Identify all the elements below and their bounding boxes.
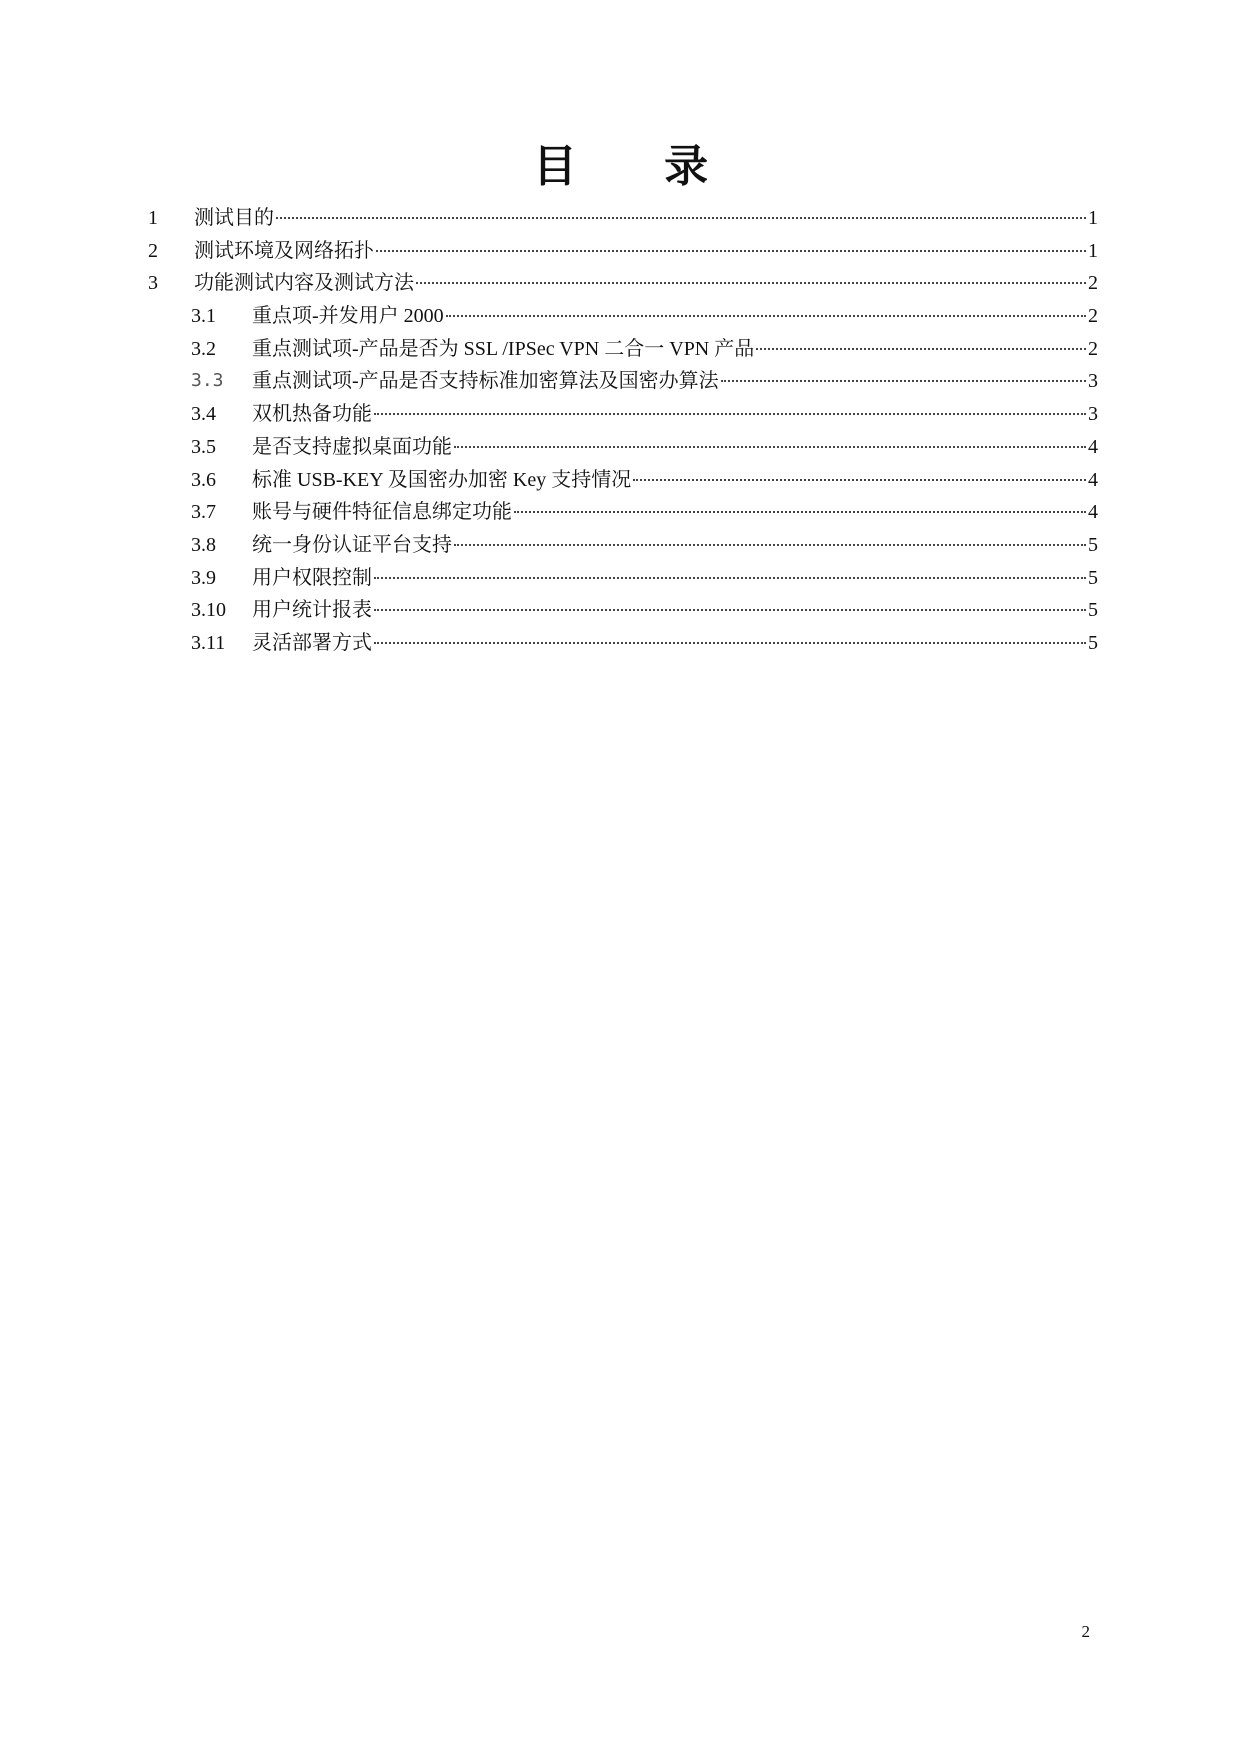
toc-entry-page: 4	[1088, 468, 1098, 491]
toc-entry[interactable]	[0, 398, 1241, 431]
toc-dot-leader	[374, 576, 1086, 579]
toc-entry-title: 用户统计报表	[252, 599, 372, 622]
toc-entry-number: 3.5	[191, 435, 216, 458]
toc-entry-line	[252, 594, 1098, 627]
toc-dot-leader	[454, 445, 1086, 448]
toc-dot-leader	[416, 281, 1086, 284]
toc-entry-page: 5	[1088, 631, 1098, 654]
toc-entry[interactable]	[0, 202, 1241, 235]
toc-dot-leader	[446, 314, 1086, 317]
toc-entry-title: 功能测试内容及测试方法	[194, 272, 414, 295]
toc-entry-title: 测试目的	[194, 207, 274, 229]
toc-entry-line	[252, 464, 1098, 497]
toc-entry[interactable]	[0, 365, 1241, 398]
toc-entry[interactable]	[0, 496, 1241, 529]
toc-entry[interactable]	[0, 529, 1241, 562]
toc-entry-line	[252, 398, 1098, 431]
toc-entry[interactable]	[0, 300, 1241, 333]
toc-entry-page: 1	[1088, 239, 1098, 262]
toc-entry-number: 2	[148, 239, 158, 262]
toc-entry-title: 双机热备功能	[252, 403, 372, 426]
toc-dot-leader	[374, 412, 1086, 415]
toc-entry-title: 标准 USB-KEY 及国密办加密 Key 支持情况	[252, 468, 632, 491]
toc-entry-number: 3.8	[191, 533, 216, 556]
toc-entry-title: 重点项-并发用户 2000	[252, 305, 444, 328]
table-of-contents	[0, 202, 1241, 660]
toc-entry[interactable]	[0, 627, 1241, 660]
toc-entry[interactable]	[0, 267, 1241, 300]
toc-entry-page: 4	[1088, 501, 1098, 524]
toc-entry-line	[252, 333, 1098, 366]
toc-entry-title: 账号与硬件特征信息绑定功能	[252, 501, 512, 524]
toc-entry-line	[194, 202, 1098, 235]
toc-entry-page: 5	[1088, 599, 1098, 622]
toc-dot-leader	[756, 347, 1086, 350]
toc-entry-number: 3.1	[191, 305, 216, 328]
toc-entry[interactable]	[0, 464, 1241, 497]
toc-dot-leader	[276, 216, 1086, 219]
toc-entry-number: 3	[148, 272, 158, 295]
toc-entry-title: 重点测试项-产品是否支持标准加密算法及国密办算法	[252, 370, 719, 393]
toc-entry-line	[252, 365, 1098, 398]
toc-dot-leader	[721, 379, 1086, 382]
toc-entry-page: 5	[1088, 566, 1098, 589]
toc-entry-line	[252, 496, 1098, 529]
toc-entry-line	[252, 300, 1098, 333]
toc-dot-leader	[633, 478, 1086, 481]
toc-entry-title: 测试环境及网络拓扑	[194, 239, 374, 262]
toc-entry[interactable]	[0, 333, 1241, 366]
toc-entry-line	[252, 529, 1098, 562]
toc-entry-page: 4	[1088, 435, 1098, 458]
toc-entry-line	[194, 235, 1098, 268]
toc-entry-number: 3.9	[191, 566, 216, 589]
toc-entry-title: 是否支持虚拟桌面功能	[252, 435, 452, 458]
toc-entry[interactable]	[0, 431, 1241, 464]
toc-entry-page: 3	[1088, 370, 1098, 393]
toc-entry-number: 3.11	[191, 631, 226, 654]
toc-entry-page: 3	[1088, 403, 1098, 426]
toc-entry[interactable]	[0, 235, 1241, 268]
toc-entry[interactable]	[0, 594, 1241, 627]
toc-entry-page: 2	[1088, 272, 1098, 295]
toc-dot-leader	[374, 608, 1086, 611]
toc-entry[interactable]	[0, 562, 1241, 595]
toc-dot-leader	[454, 543, 1086, 546]
toc-entry-title: 用户权限控制	[252, 566, 372, 589]
toc-entry-line	[252, 562, 1098, 595]
toc-entry-number: 3.10	[191, 599, 226, 622]
toc-entry-page: 2	[1088, 337, 1098, 360]
toc-entry-number: 1	[148, 207, 158, 229]
toc-dot-leader	[374, 641, 1086, 644]
toc-entry-title: 统一身份认证平台支持	[252, 533, 452, 556]
toc-entry-number: 3.2	[191, 337, 216, 360]
toc-title: 目 录	[532, 141, 745, 192]
toc-entry-number: 3.7	[191, 501, 216, 524]
toc-entry-page: 5	[1088, 533, 1098, 556]
toc-entry-number: 3.3	[191, 370, 224, 392]
toc-entry-number: 3.4	[191, 403, 216, 426]
toc-dot-leader	[514, 510, 1086, 513]
toc-entry-line	[252, 627, 1098, 660]
page-number: 2	[1081, 1622, 1090, 1641]
toc-entry-title: 灵活部署方式	[252, 631, 372, 654]
toc-entry-title: 重点测试项-产品是否为 SSL /IPSec VPN 二合一 VPN 产品	[252, 337, 755, 360]
toc-entry-line	[252, 431, 1098, 464]
toc-entry-page: 1	[1088, 207, 1098, 229]
toc-entry-number: 3.6	[191, 468, 216, 491]
toc-entry-page: 2	[1088, 305, 1098, 328]
toc-entry-line	[194, 267, 1098, 300]
toc-dot-leader	[376, 249, 1086, 252]
